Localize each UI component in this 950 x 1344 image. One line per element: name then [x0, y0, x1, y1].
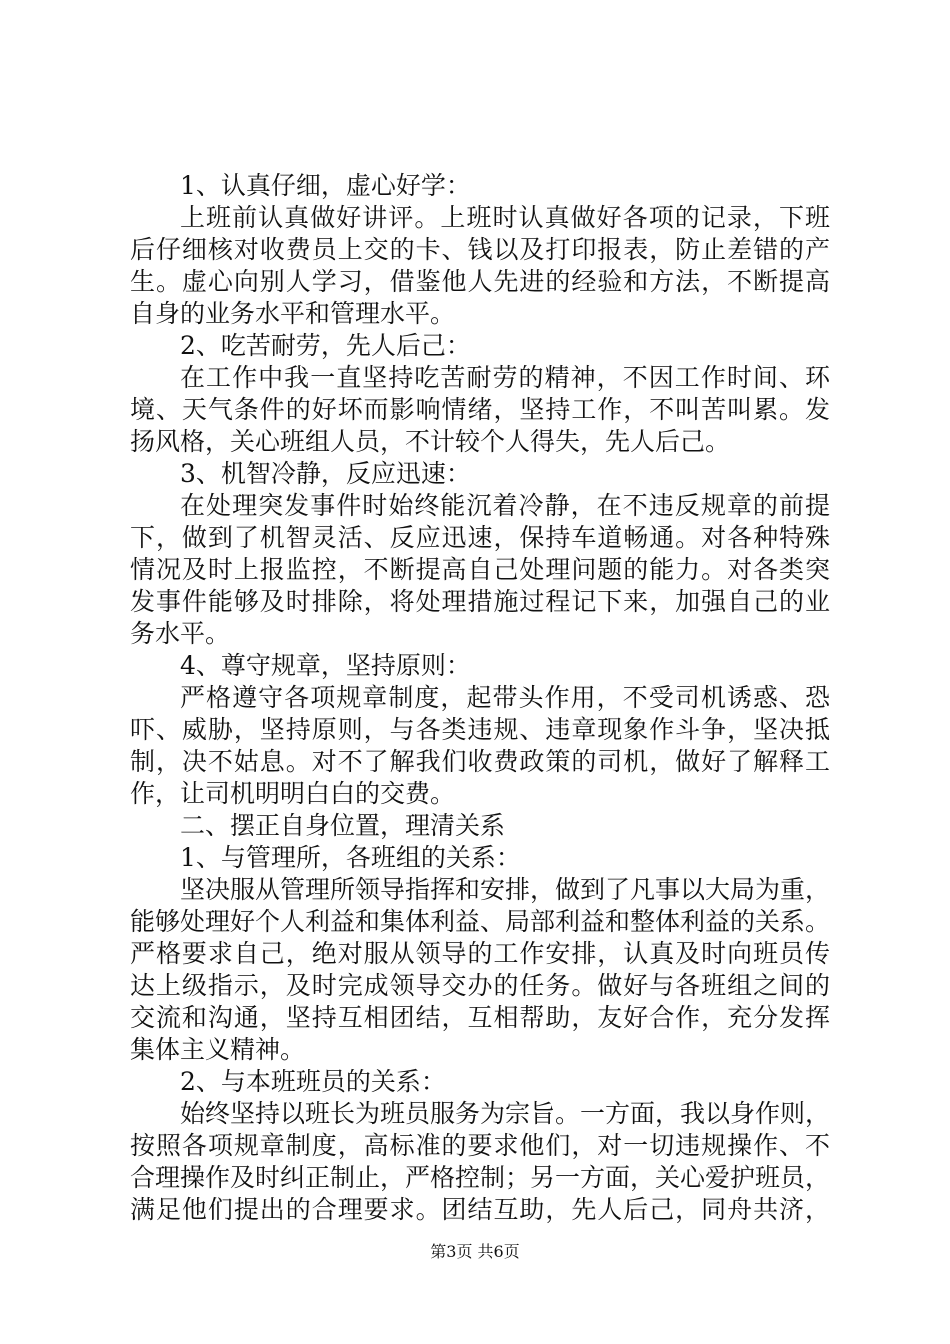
text-line: 作，让司机明明白白的交费。 — [130, 779, 456, 808]
text-line: 在处理突发事件时始终能沉着冷静，在不违反规章的前提 — [180, 491, 830, 520]
text-line: 制，决不姑息。对不了解我们收费政策的司机，做好了解释工 — [130, 747, 830, 776]
text-line: 满足他们提出的合理要求。团结互助，先人后己，同舟共济， — [130, 1195, 830, 1224]
text-line: 后仔细核对收费员上交的卡、钱以及打印报表，防止差错的产 — [130, 235, 830, 264]
text-line: 2、与本班班员的关系： — [180, 1067, 446, 1096]
text-line: 3、机智冷静，反应迅速： — [180, 459, 471, 488]
text-line: 1、认真仔细，虚心好学： — [180, 171, 471, 200]
text-line: 集体主义精神。 — [130, 1035, 306, 1064]
page-number: 第3页 共6页 — [430, 1242, 520, 1261]
page-footer — [0, 1242, 950, 1262]
text-line: 严格要求自己，绝对服从领导的工作安排，认真及时向班员传 — [130, 939, 830, 968]
text-line: 生。虚心向别人学习，借鉴他人先进的经验和方法，不断提高 — [130, 267, 830, 296]
text-line: 按照各项规章制度，高标准的要求他们，对一切违规操作、不 — [130, 1131, 830, 1160]
text-line: 情况及时上报监控，不断提高自己处理问题的能力。对各类突 — [130, 555, 830, 584]
text-line: 始终坚持以班长为班员服务为宗旨。一方面，我以身作则， — [180, 1099, 831, 1128]
text-line: 务水平。 — [130, 619, 231, 648]
text-line: 4、尊守规章，坚持原则： — [180, 651, 471, 680]
text-line: 扬风格，关心班组人员，不计较个人得失，先人后己。 — [130, 427, 731, 456]
text-line: 境、天气条件的好坏而影响情绪，坚持工作，不叫苦叫累。发 — [130, 395, 830, 424]
text-line: 交流和沟通，坚持互相团结，互相帮助，友好合作，充分发挥 — [130, 1003, 830, 1032]
text-line: 达上级指示，及时完成领导交办的任务。做好与各班组之间的 — [130, 971, 830, 1000]
text-line: 坚决服从管理所领导指挥和安排，做到了凡事以大局为重， — [180, 875, 831, 904]
text-line: 1、与管理所，各班组的关系： — [180, 843, 521, 872]
text-line: 严格遵守各项规章制度，起带头作用，不受司机诱惑、恐 — [180, 683, 830, 712]
text-line: 下，做到了机智灵活、反应迅速，保持车道畅通。对各种特殊 — [130, 523, 830, 552]
text-line: 能够处理好个人利益和集体利益、局部利益和整体利益的关系。 — [130, 907, 831, 936]
text-line: 合理操作及时纠正制止，严格控制；另一方面，关心爱护班员， — [130, 1163, 831, 1192]
text-line: 上班前认真做好讲评。上班时认真做好各项的记录，下班 — [180, 203, 830, 232]
text-line: 2、吃苦耐劳，先人后己： — [180, 331, 471, 360]
text-line: 发事件能够及时排除，将处理措施过程记下来，加强自己的业 — [130, 587, 830, 616]
text-line: 吓、威胁，坚持原则，与各类违规、违章现象作斗争，坚决抵 — [130, 715, 830, 744]
text-line: 自身的业务水平和管理水平。 — [130, 299, 456, 328]
text-line: 在工作中我一直坚持吃苦耐劳的精神，不因工作时间、环 — [180, 363, 830, 392]
document-body — [130, 170, 830, 1226]
text-line: 二、摆正自身位置，理清关系 — [180, 811, 506, 840]
